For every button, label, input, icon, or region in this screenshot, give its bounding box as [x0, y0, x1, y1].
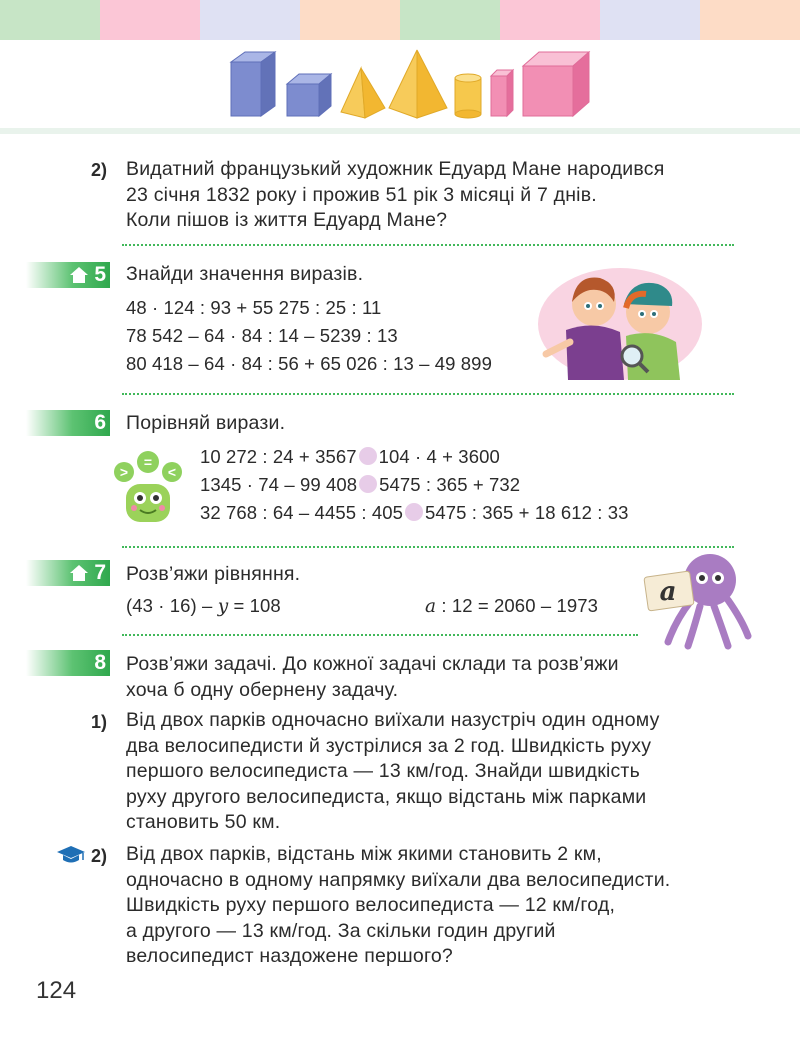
equation-text: : 12 = 2060 – 1973	[436, 595, 599, 616]
comparison-row	[200, 471, 629, 499]
task-number: 8	[94, 651, 106, 674]
task-title: Розв’яжи рівняння.	[126, 563, 301, 585]
text-line: руху другого велосипедиста, якщо відстань між парками	[126, 785, 647, 808]
compare-circle[interactable]	[405, 503, 423, 521]
expression: 80 418 – 64 · 84 : 56 + 65 026 : 13 – 49 899	[126, 353, 492, 374]
equation-2	[425, 592, 598, 621]
comparison-right: 5475 : 365 + 732	[379, 474, 521, 495]
equation-text: (43 · 16) –	[126, 595, 218, 616]
green-monster-illustration	[108, 450, 188, 524]
compare-circle[interactable]	[359, 475, 377, 493]
text-line: першого велосипедиста — 13 км/год. Знайди швидкість	[126, 760, 640, 782]
task-badge	[26, 560, 110, 586]
task-item-number: 2)	[91, 160, 108, 180]
home-icon	[70, 565, 88, 581]
dotted-divider	[122, 546, 734, 548]
stripe	[600, 0, 700, 40]
comparison-right: 104 · 4 + 3600	[378, 446, 500, 467]
task8-title	[126, 652, 766, 703]
text-line: Розв’яжи задачі. До кожної задачі склади та розв’яжи	[126, 653, 619, 675]
less-sign-bubble: <	[167, 464, 177, 480]
problem-1-text	[126, 708, 766, 836]
cube-icon	[231, 52, 275, 116]
task-title: Знайди значення виразів.	[126, 263, 364, 285]
children-with-magnifier-illustration	[536, 262, 704, 380]
stripe	[500, 0, 600, 40]
pyramid-large-icon	[389, 50, 447, 118]
card-letter: a	[659, 577, 677, 607]
comparisons-list	[200, 443, 629, 527]
comparison-right: 5475 : 365 + 18 612 : 33	[425, 502, 629, 523]
text-line: хоча б одну обернену задачу.	[126, 678, 399, 701]
text-line: велосипедист наздожене першого?	[126, 945, 453, 967]
task-number: 7	[94, 561, 106, 584]
text-line: становить 50 км.	[126, 811, 281, 833]
text-line: два велосипедисти й зустрілися за 2 год. Швидкість руху	[126, 734, 652, 757]
variable-a: a	[425, 596, 437, 617]
comparison-left: 1345 · 74 – 99 408	[200, 474, 358, 495]
dotted-divider	[122, 244, 734, 246]
task4-2-text	[126, 157, 746, 234]
variable-y: y	[217, 596, 229, 617]
graduation-cap-icon	[56, 845, 86, 865]
text-line: а другого — 13 км/год. За скільки годин другий	[126, 919, 556, 942]
cylinder-icon	[455, 74, 481, 118]
cube-small-icon	[287, 74, 331, 116]
expressions-list	[126, 294, 492, 378]
comparison-row	[200, 443, 629, 471]
task-title: Порівняй вирази.	[126, 412, 286, 434]
stripe	[300, 0, 400, 40]
header-divider	[0, 128, 800, 134]
geometric-shapes-illustration	[225, 46, 595, 122]
task-badge	[26, 262, 110, 288]
text-line: Коли пішов із життя Едуард Мане?	[126, 209, 448, 231]
dotted-divider	[122, 393, 734, 395]
stripe	[400, 0, 500, 40]
text-line: Видатний французький художник Едуард Мане народився	[126, 158, 665, 180]
prism-small-icon	[491, 70, 513, 116]
stripe	[200, 0, 300, 40]
comparison-left: 10 272 : 24 + 3567	[200, 446, 357, 467]
expression: 48 · 124 : 93 + 55 275 : 25 : 11	[126, 297, 382, 318]
equation-text: = 108	[228, 595, 281, 616]
text-line: 23 січня 1832 року і прожив 51 рік 3 місяці й 7 днів.	[126, 183, 597, 206]
home-icon	[70, 267, 88, 283]
compare-circle[interactable]	[359, 447, 377, 465]
text-line: одночасно в одному напрямку виїхали два велосипедисти.	[126, 868, 671, 891]
stripe	[0, 0, 100, 40]
equation-1	[126, 592, 281, 621]
dotted-divider	[122, 634, 638, 636]
text-line: Від двох парків одночасно виїхали назустріч один одному	[126, 709, 660, 731]
greater-sign-bubble: >	[119, 464, 129, 480]
pyramid-small-icon	[341, 68, 385, 118]
task-number: 6	[94, 411, 106, 434]
cube-pink-icon	[523, 52, 589, 116]
problem-number: 2)	[91, 846, 108, 866]
expression: 78 542 – 64 · 84 : 14 – 5239 : 13	[126, 325, 398, 346]
page-number: 124	[36, 977, 77, 1004]
octopus-illustration	[632, 550, 752, 650]
task-number: 5	[94, 263, 106, 286]
task-badge	[26, 410, 110, 436]
comparison-row	[200, 499, 629, 527]
equal-sign-bubble: =	[143, 454, 153, 470]
header-color-stripes	[0, 0, 800, 40]
text-line: Від двох парків, відстань між якими становить 2 км,	[126, 843, 602, 865]
problem-2-text	[126, 842, 766, 970]
task-badge	[26, 650, 110, 676]
stripe	[100, 0, 200, 40]
comparison-left: 32 768 : 64 – 4455 : 405	[200, 502, 403, 523]
stripe	[700, 0, 800, 40]
problem-number: 1)	[91, 712, 108, 732]
text-line: Швидкість руху першого велосипедиста — 12 км/год,	[126, 894, 616, 916]
